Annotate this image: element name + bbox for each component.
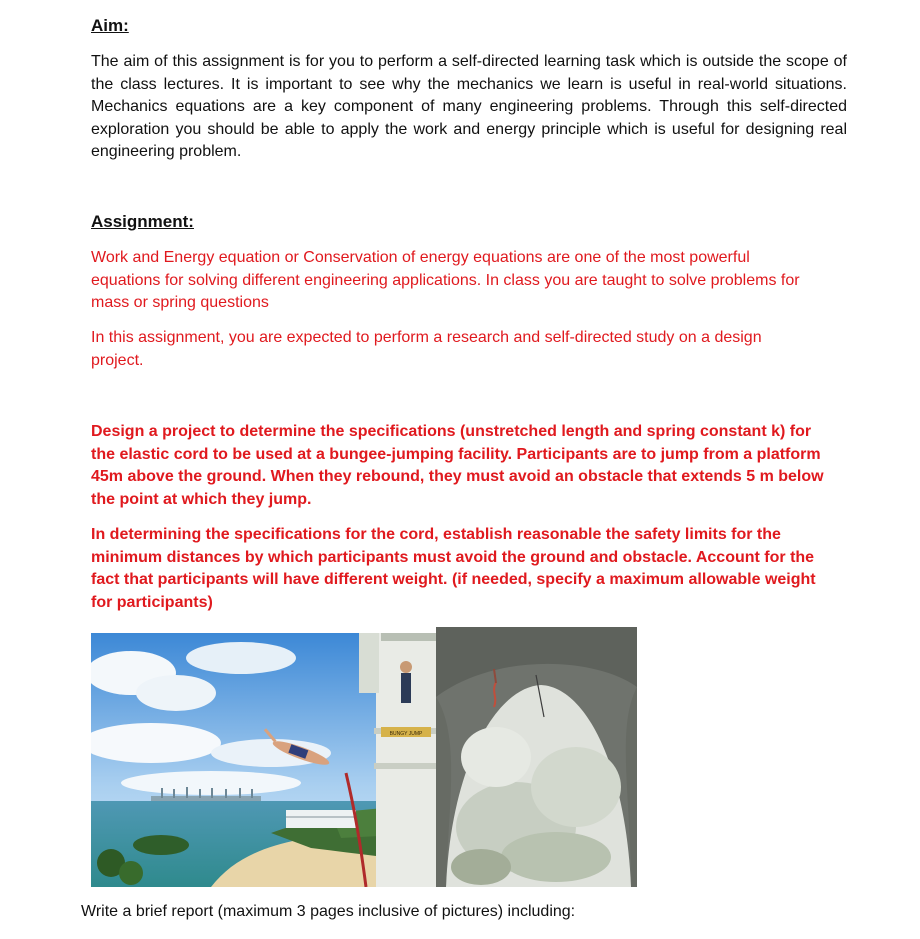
aim-heading: Aim:	[91, 16, 129, 35]
assignment-heading: Assignment:	[91, 212, 194, 231]
limits-paragraph: In determining the specifications for the cord, establish reasonable the safety limits for the minimum distances by which participants must avoid the ground and obstacle. Account for the fact that participants will have different weight. (if needed, specify a maximum allowable weight for participants)	[91, 526, 816, 611]
aim-paragraph: The aim of this assignment is for you to perform a self-directed learning task which is outside the scope of the class lectures. It is important to see why the mechanics we learn is useful in real-world situations. Mechanics equations are a key component of many engineering problems. Through this self-directed exploration you should be able to apply the work and energy principle which is useful for designing real engineering problem.	[91, 53, 847, 160]
bungee-photo-left	[91, 633, 436, 887]
bungy-jump-sign: BUNGY JUMP	[389, 731, 423, 737]
bungee-photo-right	[436, 627, 637, 887]
assignment-paragraph-1: Work and Energy equation or Conservation of energy equations are one of the most powerful equations for solving different engineering applications. In class you are taught to solve problems for mass or spring questions	[91, 249, 800, 311]
assignment-paragraph-2: In this assignment, you are expected to perform a research and self-directed study on a design project.	[91, 329, 762, 369]
report-instructions: Write a brief report (maximum 3 pages inclusive of pictures) including:	[81, 903, 576, 920]
design-paragraph: Design a project to determine the specifications (unstretched length and spring constant k) for the elastic cord to be used at a bungee-jumping facility. Participants are to jump from a platform 45m above the ground. When they rebound, they must avoid an obstacle that extends 5 m below the point at which they jump.	[91, 423, 824, 508]
